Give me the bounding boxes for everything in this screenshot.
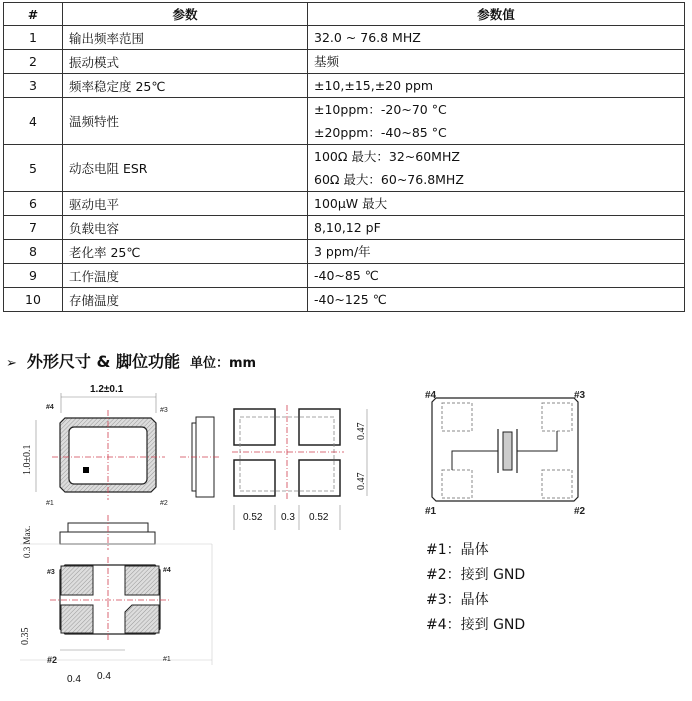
schematic-pin-4: #4 — [425, 390, 437, 401]
param-name: 频率稳定度 25℃ — [63, 74, 308, 98]
col-header-value: 参数值 — [308, 3, 685, 26]
pad-gap: 0.3 — [281, 512, 295, 523]
unit-label: 单位：mm — [190, 356, 257, 371]
bottom-pin-3: #3 — [47, 569, 55, 576]
param-name: 动态电阻 ESR — [63, 145, 308, 192]
param-name: 振动模式 — [63, 50, 308, 74]
bottom-pin-4: #4 — [163, 567, 171, 574]
row-number: 1 — [4, 26, 63, 50]
section-heading — [6, 349, 256, 372]
param-value — [308, 98, 685, 145]
pin-function-4: #4：接到 GND — [426, 617, 526, 633]
table-row — [4, 26, 685, 50]
pad-height-2: 0.47 — [356, 472, 367, 490]
table-row — [4, 264, 685, 288]
pin-label-1: #1 — [46, 500, 54, 507]
bottom-pin-1: #1 — [163, 656, 171, 663]
param-name: 驱动电平 — [63, 192, 308, 216]
param-name: 老化率 25℃ — [63, 240, 308, 264]
side-height-dimension: 0.3 Max. — [22, 525, 32, 558]
value-line: 3 ppm/年 — [314, 244, 371, 259]
param-value — [308, 26, 685, 50]
value-line: ±20ppm：-40~85 °C — [314, 125, 447, 140]
bottom-pin-2: #2 — [47, 655, 58, 665]
param-value — [308, 145, 685, 192]
row-number: 5 — [4, 145, 63, 192]
value-line: 基频 — [314, 54, 340, 69]
pin-label-4: #4 — [46, 404, 54, 411]
param-value — [308, 192, 685, 216]
table-row — [4, 240, 685, 264]
bottom-dim-1: 0.4 — [67, 674, 81, 685]
param-value — [308, 74, 685, 98]
section-title: 外形尺寸 & 脚位功能 — [26, 352, 181, 371]
table-row — [4, 98, 685, 145]
row-number: 9 — [4, 264, 63, 288]
pin-function-3: #3：晶体 — [426, 592, 489, 608]
value-line: ±10,±15,±20 ppm — [314, 78, 434, 93]
width-dimension: 1.2±0.1 — [90, 384, 124, 395]
row-number: 3 — [4, 74, 63, 98]
row-number: 7 — [4, 216, 63, 240]
param-value — [308, 288, 685, 312]
internal-schematic — [430, 395, 580, 510]
param-name: 存储温度 — [63, 288, 308, 312]
schematic-pin-2: #2 — [574, 506, 586, 517]
value-line: -40~85 ℃ — [314, 268, 379, 283]
value-line: 100μW 最大 — [314, 196, 388, 211]
table-row — [4, 145, 685, 192]
param-name: 输出频率范围 — [63, 26, 308, 50]
bottom-dim-2: 0.4 — [97, 671, 111, 682]
col-header-num: # — [4, 3, 63, 26]
pad-dimension-035: 0.35 — [20, 627, 31, 645]
table-row — [4, 192, 685, 216]
param-name: 温频特性 — [63, 98, 308, 145]
table-row — [4, 74, 685, 98]
param-value — [308, 240, 685, 264]
pin-function-list — [426, 538, 525, 638]
pad-width-1: 0.52 — [243, 512, 263, 523]
table-row — [4, 216, 685, 240]
row-number: 2 — [4, 50, 63, 74]
row-number: 10 — [4, 288, 63, 312]
pin-function-2: #2：接到 GND — [426, 567, 526, 583]
pad-height-1: 0.47 — [356, 422, 367, 440]
table-row — [4, 288, 685, 312]
value-line: 100Ω 最大：32~60MHZ — [314, 149, 460, 164]
param-value — [308, 216, 685, 240]
param-value — [308, 50, 685, 74]
row-number: 8 — [4, 240, 63, 264]
param-value — [308, 264, 685, 288]
col-header-param: 参数 — [63, 3, 308, 26]
row-number: 6 — [4, 192, 63, 216]
height-dimension: 1.0±0.1 — [22, 444, 33, 475]
value-line: 8,10,12 pF — [314, 220, 381, 235]
value-line: -40~125 ℃ — [314, 292, 387, 307]
value-line: 60Ω 最大：60~76.8MHZ — [314, 172, 464, 187]
table-header-row — [4, 3, 685, 26]
pin-label-2: #2 — [160, 500, 168, 507]
value-line: ±10ppm：-20~70 °C — [314, 102, 447, 117]
pad-width-2: 0.52 — [309, 512, 329, 523]
value-line: 32.0 ~ 76.8 MHZ — [314, 30, 421, 45]
arrow-bullet-icon: ➢ — [6, 356, 17, 371]
schematic-pin-3: #3 — [574, 390, 586, 401]
row-number: 4 — [4, 98, 63, 145]
param-name: 工作温度 — [63, 264, 308, 288]
param-name: 负载电容 — [63, 216, 308, 240]
spec-table — [3, 2, 685, 312]
bottom-view-drawing — [20, 515, 220, 675]
table-row — [4, 50, 685, 74]
pin-label-3: #3 — [160, 407, 168, 414]
pin-function-1: #1：晶体 — [426, 542, 489, 558]
schematic-pin-1: #1 — [425, 506, 437, 517]
